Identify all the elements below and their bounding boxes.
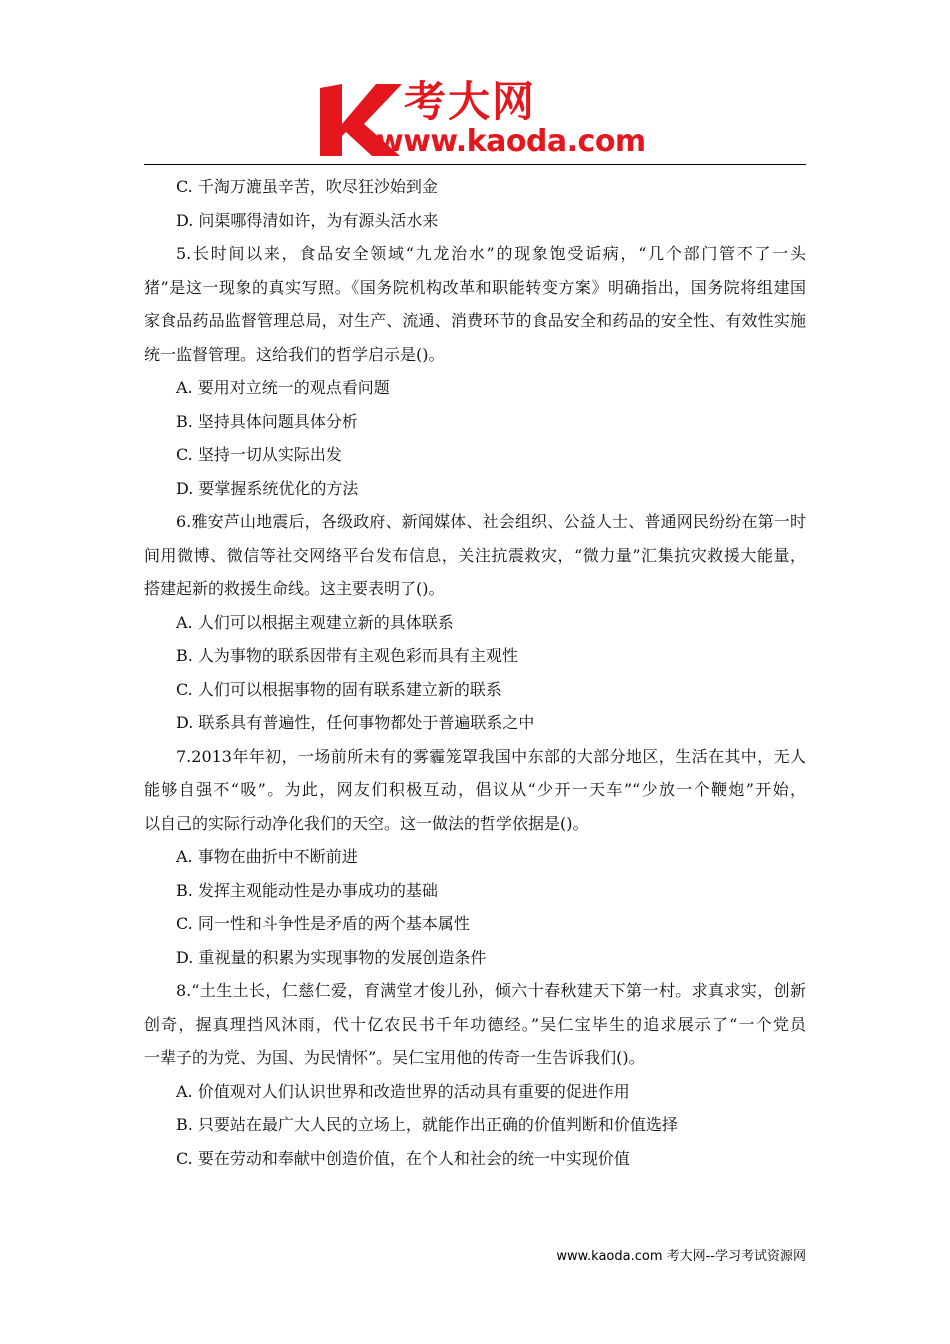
answer-option: C. 坚持一切从实际出发	[176, 445, 342, 464]
question-text-line: 猪”是这一现象的真实写照。《国务院机构改革和职能转变方案》明确指出，国务院将组建国	[144, 277, 806, 297]
answer-option: B. 发挥主观能动性是办事成功的基础	[176, 880, 438, 900]
question-text-line: 搭建起新的救援生命线。这主要表明了()。	[144, 579, 445, 598]
answer-option: A. 人们可以根据主观建立新的具体联系	[176, 612, 454, 632]
answer-option: C. 人们可以根据事物的固有联系建立新的联系	[176, 679, 502, 699]
logo-chinese-name: 考大网	[404, 77, 537, 126]
question-text-line: 间用微博、微信等社交网络平台发布信息，关注抗震救灾，“微力量”汇集抗灾救援大能量，	[144, 545, 806, 565]
question-text-line: 6.雅安芦山地震后，各级政府、新闻媒体、社会组织、公益人士、普通网民纷纷在第一时	[176, 512, 806, 531]
question-text-line: 7.2013年年初，一场前所未有的雾霾笼罩我国中东部的大部分地区，生活在其中，无人	[176, 746, 806, 766]
kaoda-logo	[318, 78, 648, 160]
answer-option: B. 坚持具体问题具体分析	[176, 411, 358, 431]
answer-option: C. 同一性和斗争性是矛盾的两个基本属性	[176, 914, 470, 933]
answer-option: A. 要用对立统一的观点看问题	[176, 378, 390, 397]
answer-option: C. 要在劳动和奉献中创造价值，在个人和社会的统一中实现价值	[176, 1148, 630, 1168]
answer-option: A. 事物在曲折中不断前进	[176, 847, 358, 866]
answer-option: D. 联系具有普遍性，任何事物都处于普遍联系之中	[176, 713, 535, 732]
page-footer: www.kaoda.com 考大网--学习考试资源网	[556, 1249, 806, 1264]
question-text-line: 8.“土生土长，仁慈仁爱，育满堂才俊儿孙，倾六十春秋建天下第一村。求真求实，创新	[176, 981, 806, 1000]
question-text-line: 能够自强不“吸”。为此，网友们积极互动，倡议从“少开一天车”“少放一个鞭炮”开始，	[144, 780, 806, 799]
answer-option: C. 千淘万漉虽辛苦，吹尽狂沙始到金	[176, 177, 438, 196]
question-text-line: 以自己的实际行动净化我们的天空。这一做法的哲学依据是()。	[144, 813, 589, 833]
question-text-line: 家食品药品监督管理总局，对生产、流通、消费环节的食品安全和药品的安全性、有效性实施	[144, 311, 806, 330]
question-text-line: 创奇，握真理挡风沐雨，代十亿农民书千年功德经。”吴仁宝毕生的追求展示了“一个党员	[144, 1014, 806, 1034]
answer-option: A. 价值观对人们认识世界和改造世界的活动具有重要的促进作用	[176, 1081, 630, 1101]
question-text-line: 5.长时间以来，食品安全领域“九龙治水”的现象饱受诟病，“几个部门管不了一头	[176, 244, 806, 263]
answer-option: B. 人为事物的联系因带有主观色彩而具有主观性	[176, 646, 518, 665]
answer-option: D. 问渠哪得清如许，为有源头活水来	[176, 210, 439, 230]
logo-url-text: www.kaoda.com	[376, 124, 646, 159]
question-text-line: 一辈子的为党、为国、为民情怀”。吴仁宝用他的传奇一生告诉我们()。	[144, 1048, 645, 1067]
answer-option: D. 要掌握系统优化的方法	[176, 478, 359, 498]
document-body	[144, 170, 806, 1175]
header-divider	[144, 164, 806, 165]
answer-option: B. 只要站在最广大人民的立场上，就能作出正确的价值判断和价值选择	[176, 1115, 678, 1134]
answer-option: D. 重视量的积累为实现事物的发展创造条件	[176, 947, 487, 967]
question-text-line: 统一监督管理。这给我们的哲学启示是()。	[144, 344, 445, 364]
